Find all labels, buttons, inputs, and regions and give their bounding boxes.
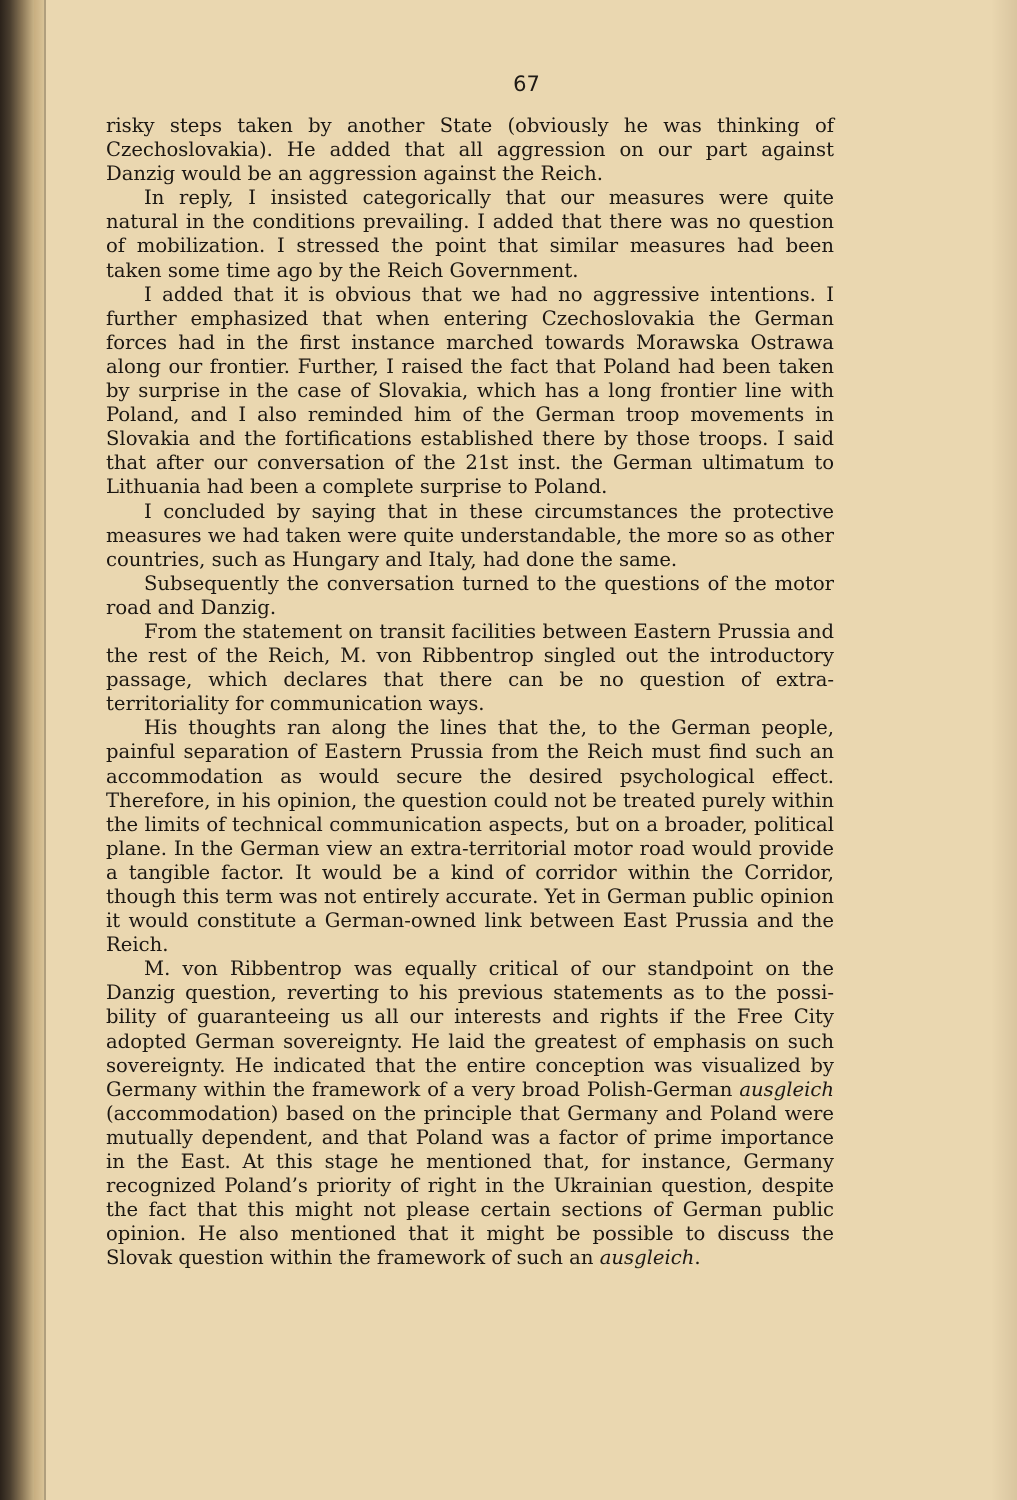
paragraph-8-part-2: (accommodation) based on the principle that Germany and Poland were mutually dependent, and that Poland was a factor of prime importance in the East. At this stage he mentioned that, for instance, Germany recognized Poland’s priority of right in the Ukrainian question, despite the fact that this might not please certain sections of German public opinion. He also mentioned that it might be possible to discuss the Slovak question within the framework of such an bbox=[106, 1101, 834, 1270]
paragraph-8-italic-term-1: ausgleich bbox=[739, 1077, 834, 1101]
page-number: 67 bbox=[513, 72, 540, 96]
book-spine-shadow bbox=[0, 0, 34, 1500]
paragraph-8-part-1: M. von Ribbentrop was equally critical of our standpoint on the Danzig question, reverting to his previous statements as to the possibility of guaranteeing us all our interests and rights if the Free City adopted German sovereignty. He laid the greatest of emphasis on such sovereignty. He indicated that the entire conception was visualized by Germany within the framework of a very broad Polish-German bbox=[106, 957, 834, 1101]
page-body-text bbox=[106, 114, 834, 1271]
paragraph-6: From the statement on transit facilities between Eastern Prussia and the rest of the Reich, M. von Ribbentrop singled out the introductory passage, which declares that there can be no question of extra-territoriality for communication ways. bbox=[106, 619, 834, 716]
paragraph-8 bbox=[106, 957, 834, 1270]
paragraph-1: risky steps taken by another State (obviously he was thinking of Czechoslovakia). He added that all aggression on our part against Danzig would be an aggression against the Reich. bbox=[106, 114, 834, 186]
paragraph-8-part-3: . bbox=[694, 1246, 701, 1270]
paragraph-5: Subsequently the conversation turned to the questions of the motor road and Danzig. bbox=[106, 571, 834, 619]
paragraph-3: I added that it is obvious that we had no aggressive intentions. I further emphasized that when entering Czechoslovakia the German forces had in the first instance marched towards Morawska Ostrawa along our frontier. Further, I raised the fact that Poland had been taken by surprise in the case of Slovakia, which has a long frontier line with Poland, and I also reminded him of the German troop movements in Slovakia and the fortifications established there by those troops. I said that after our conversation of the 21st inst. the German ultimatum to Lithuania had been a complete surprise to Poland. bbox=[106, 282, 834, 499]
page-fold-line bbox=[44, 0, 46, 1500]
paragraph-4: I concluded by saying that in these circumstances the protective measures we had taken were quite understandable, the more so as other countries, such as Hungary and Italy, had done the same. bbox=[106, 499, 834, 571]
paragraph-7: His thoughts ran along the lines that the, to the German people, painful separation of Eastern Prussia from the Reich must find such an accommodation as would secure the desired psychological effect. Therefore, in his opinion, the question could not be treated purely within the limits of technical communication aspects, but on a broader, political plane. In the German view an extra-territorial motor road would provide a tangible factor. It would be a kind of corridor within the Corridor, though this term was not entirely accurate. Yet in German public opinion it would constitute a German-owned link between East Prussia and the Reich. bbox=[106, 716, 834, 957]
page-right-edge bbox=[991, 0, 1017, 1500]
paragraph-8-italic-term-2: ausgleich bbox=[599, 1246, 695, 1270]
paragraph-2: In reply, I insisted categorically that our measures were quite natural in the conditions prevailing. I added that there was no question of mobilization. I stressed the point that similar measures had been taken some time ago by the Reich Government. bbox=[106, 186, 834, 282]
